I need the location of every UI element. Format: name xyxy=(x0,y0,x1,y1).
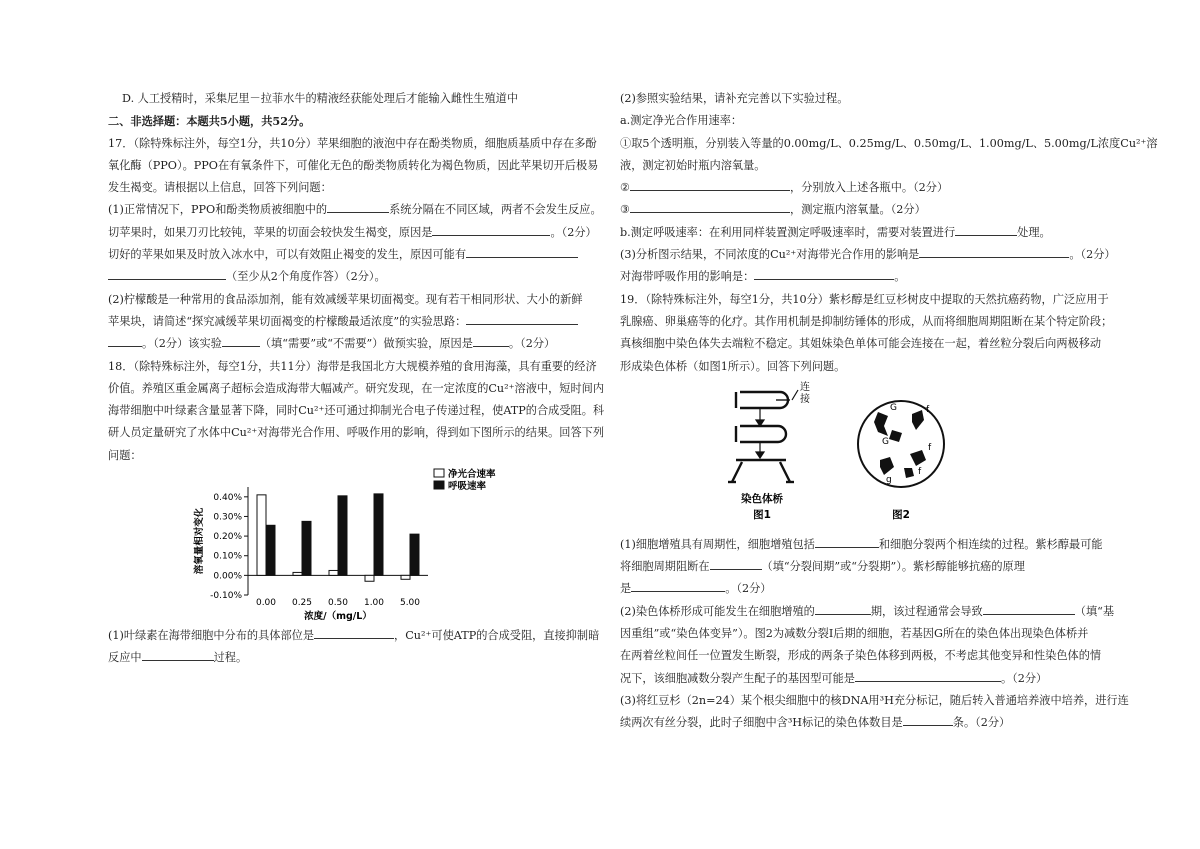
bar xyxy=(374,494,383,575)
gene-label: g xyxy=(886,474,892,485)
figure-1-caption: 图1 xyxy=(753,508,771,521)
answer-blank[interactable] xyxy=(919,245,1069,258)
chromosome-bridge-diagram xyxy=(728,392,794,482)
x-tick-label: 0.25 xyxy=(291,598,313,609)
right-column xyxy=(620,88,1158,735)
figure-2-caption: 图2 xyxy=(892,508,910,521)
label-leader xyxy=(792,390,798,400)
x-tick-label: 1.00 xyxy=(363,598,385,609)
legend-swatch xyxy=(434,481,444,489)
bridge-fused-chromatid xyxy=(740,426,786,442)
section-2-title: 二、非选择题：本题共5小题，共52分。 xyxy=(108,114,311,129)
chromosome-g xyxy=(880,457,894,475)
bridge-caption: 染色体桥 xyxy=(741,492,783,505)
q19-stem-2: 乳腺癌、卵巢癌等的化疗。其作用机制是抑制纺锤体的形成，从而将细胞周期阻断在某个特定阶段； xyxy=(620,314,1113,328)
q18-1-line-1: (1)叶绿素在海带细胞中分布的具体部位是 ，Cu²⁺可使ATP的合成受阻，直接抑制暗 xyxy=(108,625,590,647)
y-tick-label: 0.00% xyxy=(213,571,242,582)
q17-1-line-4: （至少从2个角度作答）（2分）。 xyxy=(108,266,590,288)
y-tick-label: 0.10% xyxy=(213,551,242,562)
answer-blank[interactable] xyxy=(466,312,578,325)
q19-3-line-2: 续两次有丝分裂，此时子细胞中含³H标记的染色体数目是 条。（2分） xyxy=(620,712,1102,734)
chromosome-f-1 xyxy=(912,410,924,430)
chromosome-figures xyxy=(620,378,1102,534)
bar xyxy=(401,575,410,579)
q19-stem-3: 真核细胞中染色体失去端粒不稳定。其姐妹染色单体可能会连接在一起，着丝粒分裂后向两极移动 xyxy=(620,337,1102,351)
y-axis-label: 溶氧量相对变化 xyxy=(194,507,205,575)
answer-blank[interactable] xyxy=(630,178,790,191)
answer-blank[interactable] xyxy=(142,648,214,661)
left-column xyxy=(108,88,605,670)
bar xyxy=(338,496,347,576)
bar-chart-container xyxy=(108,467,590,625)
bridge-stretched xyxy=(732,460,790,482)
answer-blank[interactable] xyxy=(327,200,389,213)
y-tick-label: 0.30% xyxy=(213,512,242,523)
q19-2-line-3: 在两着丝粒间任一位置发生断裂，形成的两条子染色体移到两极，不考虑其他变异和性染色体的情 xyxy=(620,649,1102,663)
q19-2-line-1: (2)染色体桥形成可能发生在细胞增殖的 期，该过程通常会导致 （填“基 xyxy=(620,601,1102,623)
bar xyxy=(266,525,275,575)
y-tick-label: 0.20% xyxy=(213,532,242,543)
gene-label: f xyxy=(928,442,932,453)
x-tick-label: 0.50 xyxy=(327,598,349,609)
q17-1-line-3: 切好的苹果如果及时放入冰水中，可以有效阻止褐变的发生，原因可能有 xyxy=(108,244,590,266)
y-tick-label: 0.40% xyxy=(213,492,242,503)
bar xyxy=(329,571,338,576)
y-tick-label: -0.10% xyxy=(210,591,242,602)
arrow-head-2 xyxy=(756,452,764,458)
answer-blank[interactable] xyxy=(314,626,394,639)
legend-label: 净光合速率 xyxy=(448,469,496,481)
q18-stem-3: 海带细胞中叶绿素含量显著下降，同时Cu²⁺还可通过抑制光合电子传递过程，使ATP的合成受阻。科 xyxy=(108,404,605,418)
q19-1-line-2: 将细胞周期阻断在 （填“分裂间期”或“分裂期”）。紫杉醇能够抗癌的原理 xyxy=(620,556,1102,578)
answer-blank[interactable] xyxy=(955,223,1017,236)
chromosome-G-1 xyxy=(874,412,888,436)
answer-blank[interactable] xyxy=(710,557,762,570)
answer-blank[interactable] xyxy=(108,334,142,347)
x-tick-label: 0.00 xyxy=(255,598,277,609)
q18-2-title: (2)参照实验结果，请补充完善以下实验过程。 xyxy=(620,92,849,105)
gene-label: G xyxy=(890,402,897,413)
q18-a-title: a.测定净光合作用速率： xyxy=(620,114,743,128)
answer-blank[interactable] xyxy=(983,602,1075,615)
q17-stem-1: 17．（除特殊标注外，每空1分，共10分）苹果细胞的液泡中存在酚类物质，细胞质基质中存在多酚 xyxy=(108,136,597,150)
q18-b: b.测定呼吸速率：在利用同样装置测定呼吸速率时，需要对装置进行 处理。 xyxy=(620,222,1102,244)
q17-2-line-2: 苹果块，请简述“探究减缓苹果切面褐变的柠檬酸最适浓度”的实验思路： xyxy=(108,311,590,333)
answer-blank[interactable] xyxy=(754,267,894,280)
answer-blank[interactable] xyxy=(903,713,953,726)
q18-3-line-2: 对海带呼吸作用的影响是： 。 xyxy=(620,266,1102,288)
answer-blank[interactable] xyxy=(222,334,260,347)
gene-label: G xyxy=(882,436,889,447)
answer-blank[interactable] xyxy=(108,267,226,280)
q17-1-line-2: 切苹果时，如果刀刃比较钝，苹果的切面会较快发生褐变，原因是 。（2分） xyxy=(108,222,590,244)
q17-stem-3: 发生褐变。请根据以上信息，回答下列问题： xyxy=(108,181,332,195)
gene-label: f xyxy=(926,404,930,415)
q19-3-line-1: (3)将红豆杉（2n=24）某个根尖细胞中的核DNA用³H充分标记，随后转入普通培养液中培养，进行连 xyxy=(620,693,1129,707)
q18-stem-1: 18．（除特殊标注外，每空1分，共11分）海带是我国北方大规模养殖的食用海藻，具有重要的经济 xyxy=(108,359,597,373)
bar xyxy=(410,534,419,575)
q17-1-line-1: (1)正常情况下，PPO和酚类物质被细胞中的 系统分隔在不同区域，两者不会发生反应。 xyxy=(108,199,590,221)
bar xyxy=(365,575,374,581)
bar xyxy=(257,495,266,576)
q18-a3: ③ ，测定瓶内溶氧量。（2分） xyxy=(620,199,1102,221)
bridge-label-connect-1: 连 xyxy=(800,381,810,393)
answer-blank[interactable] xyxy=(631,579,725,592)
q18-a1-line-2: 液，测定初始时瓶内溶氧量。 xyxy=(620,158,766,172)
q17-stem-2: 氧化酶（PPO）。PPO在有氧条件下，可催化无色的酚类物质转化为褐色物质，因此苹果切开后极易 xyxy=(108,158,599,172)
answer-blank[interactable] xyxy=(815,602,871,615)
answer-blank[interactable] xyxy=(630,200,790,213)
chromosome-G-2 xyxy=(889,430,902,442)
chromosome-f-3 xyxy=(904,468,914,478)
answer-blank[interactable] xyxy=(855,669,1001,682)
legend-swatch xyxy=(434,469,444,477)
chromosome-f-2 xyxy=(910,450,926,466)
legend-label: 呼吸速率 xyxy=(448,481,487,493)
q19-2-line-4: 况下，该细胞减数分裂产生配子的基因型可能是 。（2分） xyxy=(620,668,1102,690)
q19-2-line-2: 因重组”或“染色体变异”）。图2为减数分裂Ⅰ后期的细胞，若基因G所在的染色体出现染色体桥并 xyxy=(620,627,1089,641)
q19-1-line-3: 是 。（2分） xyxy=(620,578,1102,600)
q18-3-line-1: (3)分析图示结果，不同浓度的Cu²⁺对海带光合作用的影响是 。（2分） xyxy=(620,244,1102,266)
answer-blank[interactable] xyxy=(473,334,509,347)
q17-2-line-1: (2)柠檬酸是一种常用的食品添加剂，能有效减缓苹果切面褐变。现有若干相同形状、大小的新鲜 xyxy=(108,292,583,306)
q18-a2: ② ，分别放入上述各瓶中。（2分） xyxy=(620,177,1102,199)
chromosome-figure-svg xyxy=(620,378,1102,534)
meiosis-cell-diagram xyxy=(858,401,944,487)
q18-stem-4: 研人员定量研究了水体中Cu²⁺对海带光合作用、呼吸作用的影响，得到如下图所示的结果。回答下列 xyxy=(108,426,605,440)
q19-stem-4: 形成染色体桥（如图1所示）。回答下列问题。 xyxy=(620,359,846,373)
option-d: D. 人工授精时，采集尼里－拉菲水牛的精液经获能处理后才能输入雌性生殖道中 xyxy=(122,92,519,105)
bar xyxy=(302,521,311,575)
answer-blank[interactable] xyxy=(466,245,578,258)
q18-a1-line-1: ①取5个透明瓶，分别装入等量的0.00mg/L、0.25mg/L、0.50mg/L、1.00mg/L、5.00mg/L浓度Cu²⁺溶 xyxy=(620,136,1158,150)
q18-stem-2: 价值。养殖区重金属离子超标会造成海带大幅减产。研究发现，在一定浓度的Cu²⁺溶液中，短时间内 xyxy=(108,381,605,395)
q19-1-line-1: (1)细胞增殖具有周期性，细胞增殖包括 和细胞分裂两个相连续的过程。紫杉醇最可能 xyxy=(620,534,1102,556)
answer-blank[interactable] xyxy=(432,223,550,236)
bridge-label-connect-2: 接 xyxy=(800,393,810,405)
x-axis-label: 浓度/（mg/L） xyxy=(304,611,372,623)
q19-stem-1: 19．（除特殊标注外，每空1分，共10分）紫杉醇是红豆杉树皮中提取的天然抗癌药物，广泛应用于 xyxy=(620,292,1109,306)
q18-stem-5: 问题： xyxy=(108,448,142,462)
q18-1-line-2: 反应中 过程。 xyxy=(108,647,590,669)
gene-label: f xyxy=(918,466,922,477)
x-tick-label: 5.00 xyxy=(399,598,421,609)
bar-chart xyxy=(108,467,590,625)
q17-2-line-3: 。（2分）该实验 （填“需要”或“不需要”）做预实验，原因是 。（2分） xyxy=(108,333,590,355)
answer-blank[interactable] xyxy=(815,535,879,548)
bar xyxy=(293,572,302,575)
